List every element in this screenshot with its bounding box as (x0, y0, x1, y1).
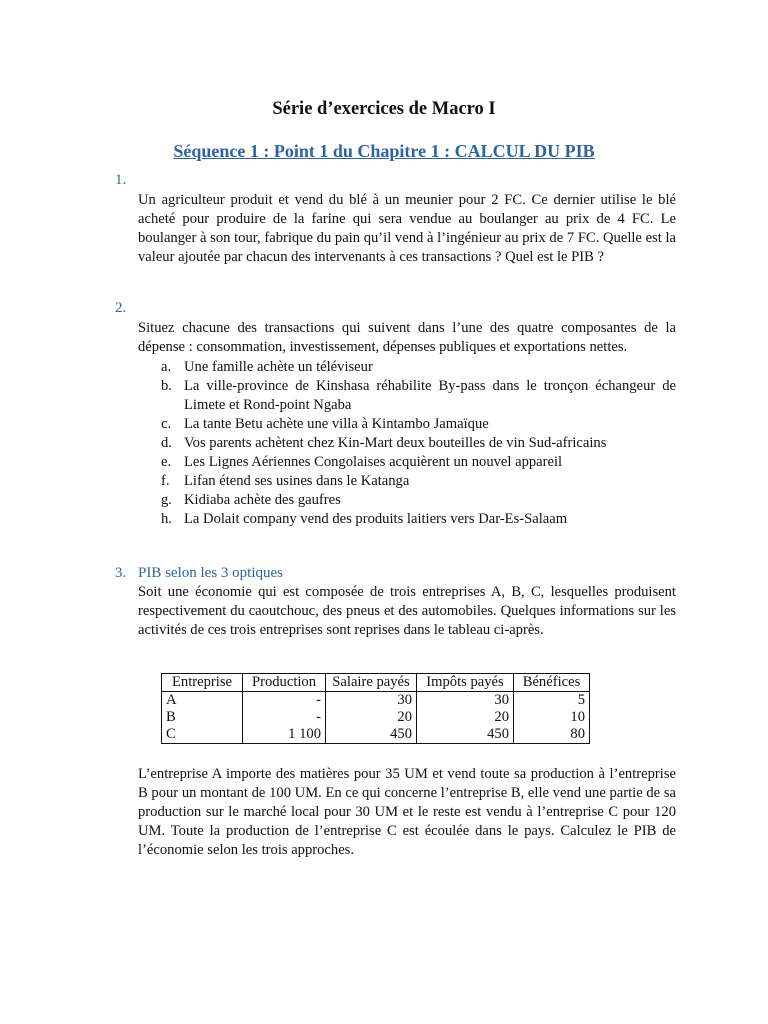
table-header-row (162, 674, 590, 692)
list-item: f. Lifan étend ses usines dans le Katanga (161, 473, 410, 489)
table-cell: - (243, 692, 326, 710)
list-item: c. La tante Betu achète une villa à Kintambo Jamaïque (161, 416, 489, 432)
column-header: Production (243, 674, 326, 692)
list-item: d. Vos parents achètent chez Kin-Mart deux bouteilles de vin Sud-africains (161, 435, 607, 451)
exercise-2-list (138, 358, 676, 529)
list-item: h. La Dolait company vend des produits laitiers vers Dar-Es-Salaam (161, 511, 568, 527)
table-cell: 80 (514, 726, 590, 744)
table-cell: C (162, 726, 243, 744)
exercise-3-heading (115, 564, 283, 583)
table-cell: 5 (514, 692, 590, 710)
list-item: b. La ville-province de Kinshasa réhabilite By-pass dans le tronçon échangeur de Limete et Rond-point Ngaba (161, 378, 676, 413)
table-row (162, 692, 590, 710)
table-cell: 20 (417, 709, 514, 726)
column-header: Salaire payés (326, 674, 417, 692)
table-cell: A (162, 692, 243, 710)
exercise-2-text: Situez chacune des transactions qui suivent dans l’une des quatre composantes de la dépense : consommation, investissement, dépenses publiques et exportations nettes. (138, 320, 676, 355)
table-cell: 450 (417, 726, 514, 744)
table-row (162, 726, 590, 744)
table-cell: 20 (326, 709, 417, 726)
list-item: e. Les Lignes Aériennes Congolaises acquièrent un nouvel appareil (161, 454, 563, 470)
exercise-3-intro: Soit une économie qui est composée de trois entreprises A, B, C, lesquelles produisent respectivement du caoutchouc, des pneus et des automobiles. Quelques informations sur les activités de ces trois entreprises sont reprises dans le tableau ci-après. (138, 584, 676, 638)
column-header: Bénéfices (514, 674, 590, 692)
data-table (161, 673, 590, 744)
exercise-3-number: 3. (115, 565, 127, 581)
list-item: g. Kidiaba achète des gaufres (161, 492, 341, 508)
exercise-1-text: Un agriculteur produit et vend du blé à un meunier pour 2 FC. Ce dernier utilise le blé acheté pour produire de la farine qui sera vendue au boulanger au prix de 4 FC. Le boulanger à son tour, fabrique du pain qu’il vend à l’ingénieur au prix de 7 FC. Quelle est la valeur ajoutée par chacun des intervenants à ces transactions ? Quel est le PIB ? (138, 192, 676, 265)
page-title: Série d’exercices de Macro I (272, 99, 496, 119)
exercise-2-number: 2. (115, 300, 127, 316)
exercise-3-conclusion: L’entreprise A importe des matières pour 35 UM et vend toute sa production à l’entreprise B pour un montant de 100 UM. En ce qui concerne l’entreprise B, elle vend une partie de sa production sur le marché local pour 30 UM et le reste est vendu à l’entreprise C pour 120 UM. Toute la production de l’entreprise C est écoulée dans le pays. Calculez le PIB de l’économie selon les trois approches. (138, 766, 676, 858)
table-cell: 1 100 (243, 726, 326, 744)
exercise-3-title: PIB selon les 3 optiques (138, 565, 283, 581)
list-item: a. Une famille achète un téléviseur (161, 359, 373, 375)
table-cell: - (243, 709, 326, 726)
column-header: Impôts payés (417, 674, 514, 692)
section-subtitle: Séquence 1 : Point 1 du Chapitre 1 : CALCUL DU PIB (173, 141, 595, 161)
table-cell: 30 (326, 692, 417, 710)
exercise-1-number: 1. (115, 172, 127, 188)
table-cell: B (162, 709, 243, 726)
table-cell: 30 (417, 692, 514, 710)
table-row (162, 709, 590, 726)
column-header: Entreprise (162, 674, 243, 692)
table-cell: 450 (326, 726, 417, 744)
table-cell: 10 (514, 709, 590, 726)
